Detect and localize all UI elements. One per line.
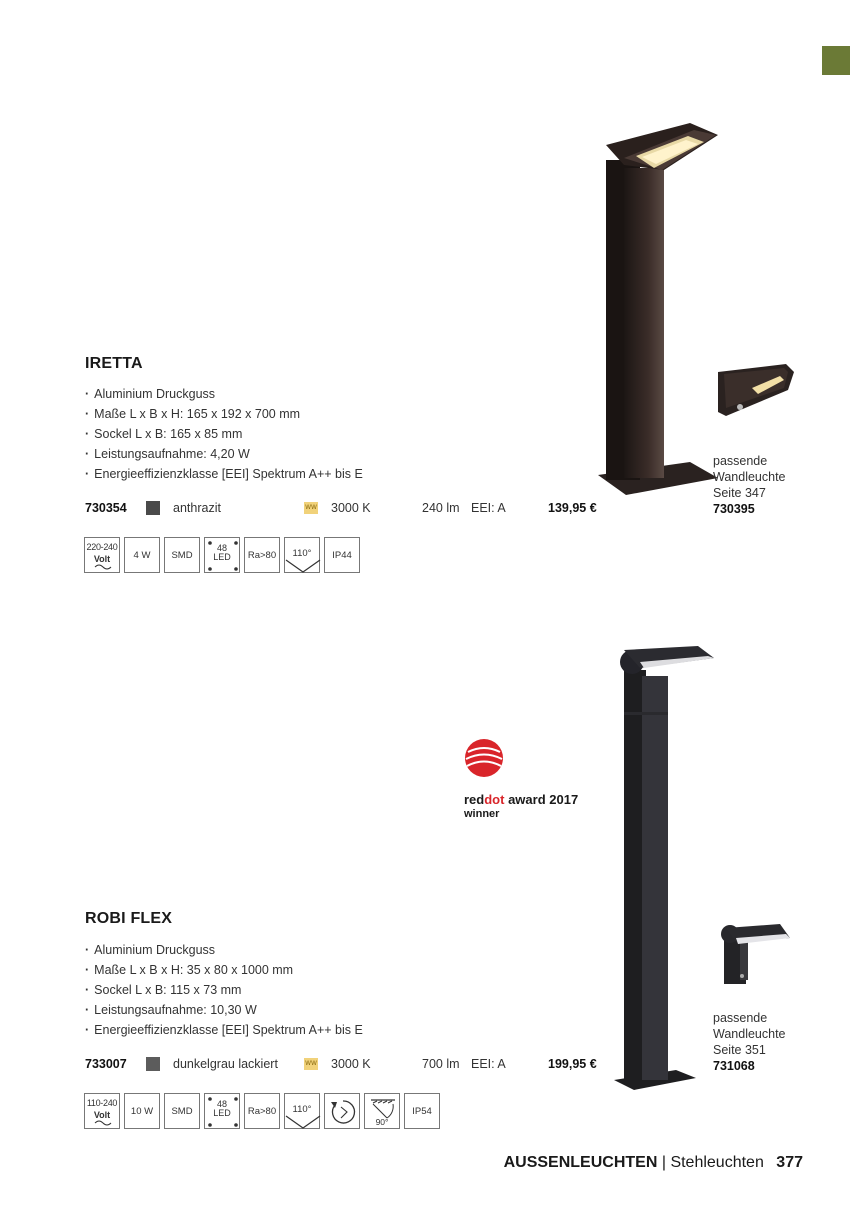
award-sublabel: winner — [464, 808, 500, 820]
wall-light-article-number: 731068 — [713, 1059, 755, 1073]
feature-item: · Energieeffizienzklasse [EEI] Spektrum A++ bis E — [85, 464, 363, 484]
color-rendering-icon: Ra>80 — [244, 1093, 280, 1129]
iretta-bollard-image — [590, 120, 720, 500]
wall-light-image — [714, 362, 796, 422]
warm-white-badge: WW — [304, 502, 318, 514]
feature-item: · Leistungsaufnahme: 10,30 W — [85, 1000, 363, 1020]
smd-icon: SMD — [164, 537, 200, 573]
energy-class: EEI: A — [471, 1057, 506, 1071]
color-temperature: 3000 K — [331, 501, 371, 515]
feature-item: · Maße L x B x H: 35 x 80 x 1000 mm — [85, 960, 363, 980]
wall-light-article-number: 730395 — [713, 502, 755, 516]
wall-light-image — [716, 922, 796, 988]
luminous-flux: 240 lm — [422, 501, 460, 515]
price: 199,95 € — [548, 1057, 597, 1071]
tilt-angle-icon: 90° — [364, 1093, 400, 1129]
reddot-logo — [464, 738, 504, 778]
luminous-flux: 700 lm — [422, 1057, 460, 1071]
beam-angle-icon: 110° — [284, 537, 320, 573]
footer-separator: | — [657, 1154, 671, 1171]
color-swatch — [146, 501, 160, 515]
feature-list — [85, 384, 363, 484]
feature-item: · Energieeffizienzklasse [EEI] Spektrum A++ bis E — [85, 1020, 363, 1040]
feature-item: · Maße L x B x H: 165 x 192 x 700 mm — [85, 404, 363, 424]
side-note-line: Seite 351 — [713, 1043, 766, 1057]
voltage-icon: 220-240 Volt — [84, 537, 120, 573]
voltage-icon: 110-240 Volt — [84, 1093, 120, 1129]
led-count-icon: 48 LED — [204, 1093, 240, 1129]
spec-icons — [84, 1093, 440, 1129]
side-note-line: passende — [713, 1011, 768, 1025]
product-title: ROBI FLEX — [85, 910, 173, 927]
energy-class: EEI: A — [471, 501, 506, 515]
footer-subsection: Stehleuchten — [670, 1154, 764, 1171]
section-tab-marker — [822, 46, 850, 75]
side-note-line: passende — [713, 454, 768, 468]
footer-section: AUSSENLEUCHTEN — [503, 1154, 658, 1171]
color-name: dunkelgrau lackiert — [173, 1057, 278, 1071]
feature-item: · Sockel L x B: 115 x 73 mm — [85, 980, 363, 1000]
ip-rating-icon: IP54 — [404, 1093, 440, 1129]
color-swatch — [146, 1057, 160, 1071]
feature-item: · Leistungsaufnahme: 4,20 W — [85, 444, 363, 464]
wattage-icon: 4 W — [124, 537, 160, 573]
page-number: 377 — [776, 1154, 803, 1171]
page-footer — [504, 1154, 803, 1172]
color-name: anthrazit — [173, 501, 221, 515]
matching-wall-light — [713, 453, 786, 517]
wattage-icon: 10 W — [124, 1093, 160, 1129]
feature-item: · Aluminium Druckguss — [85, 940, 363, 960]
rotatable-icon — [324, 1093, 360, 1129]
product-title: IRETTA — [85, 355, 143, 372]
warm-white-badge: WW — [304, 1058, 318, 1070]
side-note-line: Wandleuchte — [713, 1027, 786, 1041]
ip-rating-icon: IP44 — [324, 537, 360, 573]
led-count-icon: 48 LED — [204, 537, 240, 573]
color-rendering-icon: Ra>80 — [244, 537, 280, 573]
award-label: reddot award 2017 — [464, 792, 579, 807]
feature-list — [85, 940, 363, 1040]
robi-flex-bollard-image — [610, 640, 720, 1100]
side-note-line: Seite 347 — [713, 486, 766, 500]
color-temperature: 3000 K — [331, 1057, 371, 1071]
matching-wall-light — [713, 1010, 786, 1074]
spec-icons — [84, 537, 360, 573]
smd-icon: SMD — [164, 1093, 200, 1129]
side-note-line: Wandleuchte — [713, 470, 786, 484]
price: 139,95 € — [548, 501, 597, 515]
article-number: 733007 — [85, 1057, 127, 1071]
article-number: 730354 — [85, 501, 127, 515]
feature-item: · Aluminium Druckguss — [85, 384, 363, 404]
beam-angle-icon: 110° — [284, 1093, 320, 1129]
feature-item: · Sockel L x B: 165 x 85 mm — [85, 424, 363, 444]
